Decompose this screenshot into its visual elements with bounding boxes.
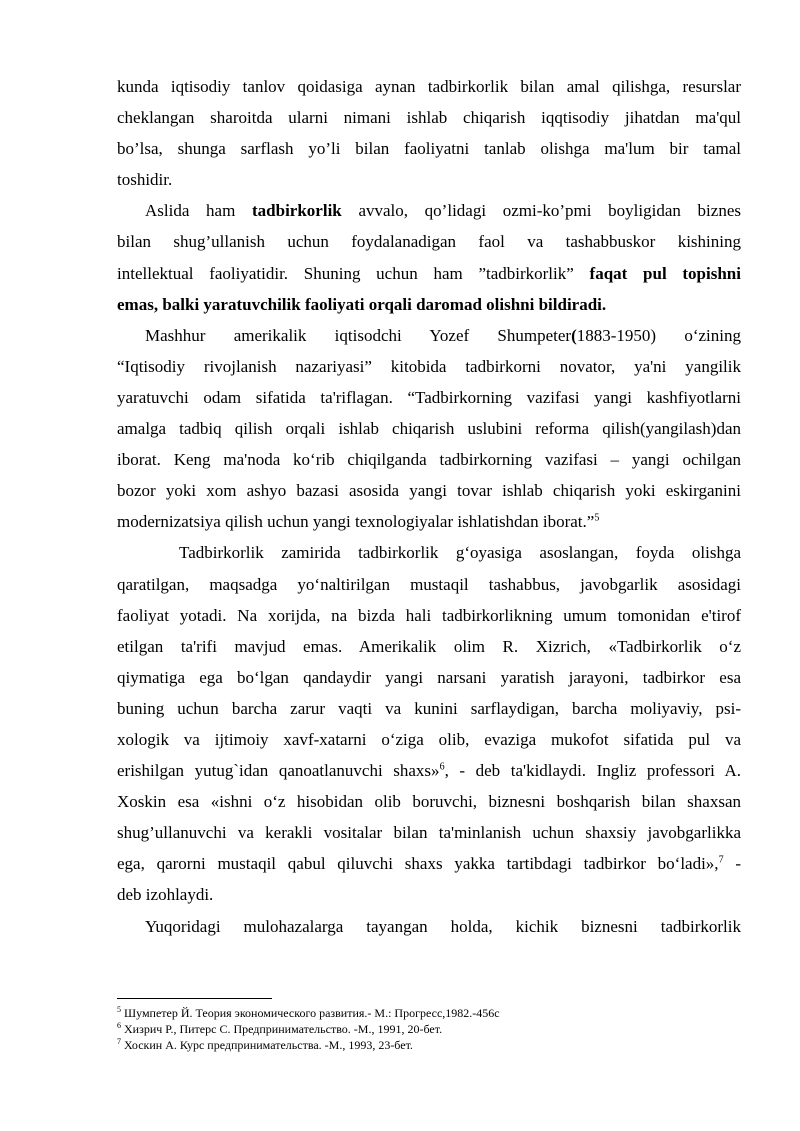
text-line: qaratilgan, maqsadga yo‘naltirilgan mustaqil tashabbus, javobgarlik asosidagi [117,574,741,594]
text-line: kunda iqtisodiy tanlov qoidasiga aynan tadbirkorlik bilan amal qilishga, resurslar [117,77,741,96]
footnote-ref[interactable]: 6 [439,761,445,773]
text-line: iborat. Keng ma'noda ko‘rib chiqilganda tadbirkorning vazifasi – yangi ochilgan [117,450,741,470]
text-line: Mashhur amerikalik iqtisodchi Yozef Shumpeter(1883-1950) o‘zining [145,325,742,345]
text-line: intellektual faoliyatidir. Shuning uchun ham ”tadbirkorlik” faqat pul topishni [117,263,741,283]
footnote-ref[interactable]: 7 [718,854,724,866]
text-line: buning uchun barcha zarur vaqti va kunini sarflaydigan, barcha moliyaviy, psi- [117,698,741,718]
footnote-separator [117,998,272,999]
text-line: ega, qarorni mustaqil qabul qiluvchi shaxs yakka tartibdagi tadbirkor bo‘ladi»,$^7$ - [117,854,741,874]
text-line: deb izohlaydi. [117,885,214,905]
text-line: modernizatsiya qilish uchun yangi texnologiyalar ishlatishdan iborat.”$^5$ [117,512,600,532]
text-line: shug’ullanuvchi va kerakli vositalar bilan ta'minlanish uchun shaxsiy javobgarlikka [117,823,741,843]
footnote: $^5$ Шумпетер Й. Теория экономического развития.- М.: Прогресс,1982.-456с [117,1005,500,1020]
text-line: xologik va ijtimoiy xavf-xatarni o‘ziga olib, evaziga mukofot sifatida pul va [117,729,741,749]
bold-phrase: faqat pul topishni [589,263,741,283]
footnote: $^6$ Хизрич Р., Питерс С. Предпринимательство. -М., 1991, 20-бет. [117,1021,443,1036]
text-line: Tadbirkorlik zamirida tadbirkorlik g‘oyasiga asoslangan, foyda olishga [179,543,741,563]
text-line: bilan shug’ullanish uchun foydalanadigan faol va tashabbuskor kishining [117,232,741,252]
bold-term: tadbirkorlik [252,201,342,221]
body-text [117,71,741,942]
footnote: $^7$ Хоскин А. Курс предпринимательства. -М., 1993, 23-бет. [117,1037,413,1052]
text-line: erishilgan yutug`idan qanoatlanuvchi shaxs»$^6$, - deb ta'kidlaydi. Ingliz professori A. [117,761,741,781]
text-line: cheklangan sharoitda ularni nimani ishlab chiqarish iqqtisodiy jihatdan ma'qul [117,108,741,128]
text-line: bozor yoki xom ashyo bazasi asosida yangi tovar ishlab chiqarish yoki eskirganini [117,481,741,501]
text-line: etilgan ta'rifi mavjud emas. Amerikalik olim R. Xizrich, «Tadbirkorlik o‘z [117,636,741,656]
text-line: amalga tadbiq qilish orqali ishlab chiqarish uslubini reforma qilish(yangilash)dan [117,419,741,439]
text-line: toshidir. [117,170,173,190]
text-line: “Iqtisodiy rivojlanish nazariyasi” kitobida tadbirkorni novator, ya'ni yangilik [117,356,741,376]
footnote-ref[interactable]: 5 [594,512,600,524]
text-line: Aslida ham tadbirkorlik avvalo, qo’lidagi ozmi-ko’pmi boyligidan biznes [145,201,741,221]
text-line: Yuqoridagi mulohazalarga tayangan holda, kichik biznesni tadbirkorlik [145,916,741,936]
text-line [117,289,741,320]
bold-phrase: emas, balki yaratuvchilik faoliyati orqali daromad olishni bildiradi. [117,294,607,314]
text-line: yaratuvchi odam sifatida ta'riflagan. “Tadbirkorning vazifasi yangi kashfiyotlarni [117,387,741,407]
text-line: qiymatiga ega bo‘lgan qandaydir yangi narsani yaratish jarayoni, tadbirkor esa [117,667,741,687]
text-line: bo’lsa, shunga sarflash yo’li bilan faoliyatni tanlab olishga ma'lum bir tamal [117,139,741,159]
text-line: faoliyat yotadi. Na xorijda, na bizda hali tadbirkorlikning umum tomonidan e'tirof [117,605,741,625]
text-line: Xoskin esa «ishni o‘z hisobidan olib boruvchi, biznesni boshqarish bilan shaxsan [117,792,741,812]
